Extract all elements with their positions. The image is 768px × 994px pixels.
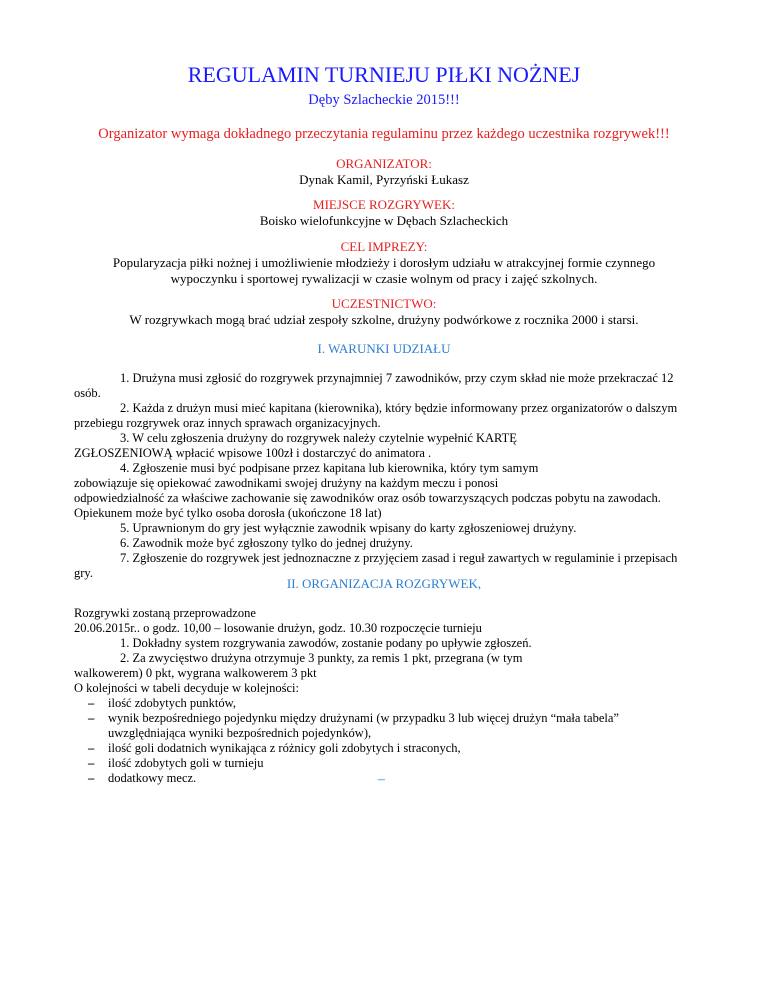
- list-item: – ilość zdobytych goli w turnieju: [88, 756, 264, 770]
- goal-heading: CEL IMPREZY:: [340, 239, 428, 254]
- document-title: REGULAMIN TURNIEJU PIŁKI NOŻNEJ: [187, 62, 581, 87]
- part1-line: zobowiązuje się opiekować zawodnikami swojej drużyny na każdym meczu i ponosi: [74, 476, 499, 490]
- ranking-criteria-list: [74, 696, 700, 786]
- list-item: – wynik bezpośredniego pojedynku między drużynami (w przypadku 3 lub więcej drużyn “mała tabela”: [88, 711, 619, 725]
- part1-line: 3. W celu zgłoszenia drużyny do rozgrywek należy czytelnie wypełnić KARTĘ: [120, 431, 517, 445]
- dash-marker: –: [88, 771, 95, 785]
- part1-line: 6. Zawodnik może być zgłoszony tylko do jednej drużyny.: [120, 536, 413, 550]
- part2-line: O kolejności w tabeli decyduje w kolejności:: [74, 681, 299, 695]
- part1-line: przebiegu rozgrywek oraz innych sprawach organizacyjnych.: [74, 416, 381, 430]
- goal-text-line2: wypoczynku i sportowej rywalizacji w czasie wolnym od pracy i zajęć szkolnych.: [170, 271, 598, 286]
- part1-line: gry.: [74, 566, 93, 580]
- list-item-continuation: uwzględniająca wyniki bezpośrednich pojedynków),: [108, 726, 372, 740]
- part1-line: 7. Zgłoszenie do rozgrywek jest jednoznaczne z przyjęciem zasad i reguł zawartych w regulaminie i przepisach: [120, 551, 678, 565]
- venue-text: Boisko wielofunkcyjne w Dębach Szlacheckich: [259, 213, 509, 228]
- part1-line: ZGŁOSZENIOWĄ wpłacić wpisowe 100zł i dostarczyć do animatora .: [74, 446, 432, 460]
- organizer-text: Dynak Kamil, Pyrzyński Łukasz: [299, 172, 469, 187]
- part2-line: 20.06.2015r.. o godz. 10,00 – losowanie drużyn, godz. 10.30 rozpoczęcie turnieju: [74, 621, 482, 635]
- participation-heading: UCZESTNICTWO:: [331, 296, 437, 311]
- part1-line: osób.: [74, 386, 101, 400]
- list-item: – ilość goli dodatnich wynikająca z różnicy goli zdobytych i straconych,: [88, 741, 461, 755]
- warning-text: Organizator wymaga dokładnego przeczytania regulaminu przez każdego uczestnika rozgrywek!!!: [98, 126, 670, 142]
- part1-heading: I. WARUNKI UDZIAŁU: [317, 341, 451, 356]
- dash-marker: –: [88, 756, 95, 770]
- part1-line: Opiekunem może być tylko osoba dorosła (ukończone 18 lat): [74, 506, 382, 520]
- participation-text: W rozgrywkach mogą brać udział zespoły szkolne, drużyny podwórkowe z rocznika 2000 i starsi.: [129, 312, 639, 327]
- part1-line: 2. Każda z drużyn musi mieć kapitana (kierownika), który będzie informowany przez organizatorów o dalszym: [120, 401, 678, 415]
- stray-dash: –: [378, 772, 385, 787]
- part2-line: 2. Za zwycięstwo drużyna otrzymuje 3 punkty, za remis 1 pkt, przegrana (w tym: [120, 651, 523, 665]
- part1-line: 5. Uprawnionym do gry jest wyłącznie zawodnik wpisany do karty zgłoszeniowej drużyny.: [120, 521, 577, 535]
- part2-line: walkowerem) 0 pkt, wygrana walkowerem 3 pkt: [74, 666, 317, 680]
- venue-heading: MIEJSCE ROZGRYWEK:: [313, 197, 455, 212]
- document-subtitle: Dęby Szlacheckie 2015!!!: [308, 92, 460, 108]
- part2-heading: II. ORGANIZACJA ROZGRYWEK,: [286, 576, 482, 591]
- participation-section: [60, 296, 708, 328]
- dash-marker: –: [88, 741, 95, 755]
- part1-line: 1. Drużyna musi zgłosić do rozgrywek przynajmniej 7 zawodników, przy czym skład nie może przekraczać 12: [120, 371, 674, 385]
- part2-body: [74, 606, 700, 786]
- part2-line: Rozgrywki zostaną przeprowadzone: [74, 606, 256, 620]
- part1-line: odpowiedzialność za właściwe zachowanie się zawodników oraz osób towarzyszących podczas pobytu na zawodach.: [74, 491, 661, 505]
- organizer-heading: ORGANIZATOR:: [336, 156, 432, 171]
- part1-line: 4. Zgłoszenie musi być podpisane przez kapitana lub kierownika, który tym samym: [120, 461, 539, 475]
- list-item: – dodatkowy mecz.: [88, 771, 197, 785]
- goal-text-line1: Popularyzacja piłki nożnej i umożliwienie młodzieży i dorosłym udziału w atrakcyjnej formie czynnego: [112, 255, 656, 270]
- dash-marker: –: [88, 711, 95, 725]
- dash-marker: –: [88, 696, 95, 710]
- part1-body: [74, 371, 700, 581]
- organizer-section: [60, 156, 708, 188]
- goal-section: [60, 239, 708, 287]
- part2-line: 1. Dokładny system rozgrywania zawodów, zostanie podany po upływie zgłoszeń.: [120, 636, 532, 650]
- venue-section: [60, 197, 708, 229]
- list-item: – ilość zdobytych punktów,: [88, 696, 236, 710]
